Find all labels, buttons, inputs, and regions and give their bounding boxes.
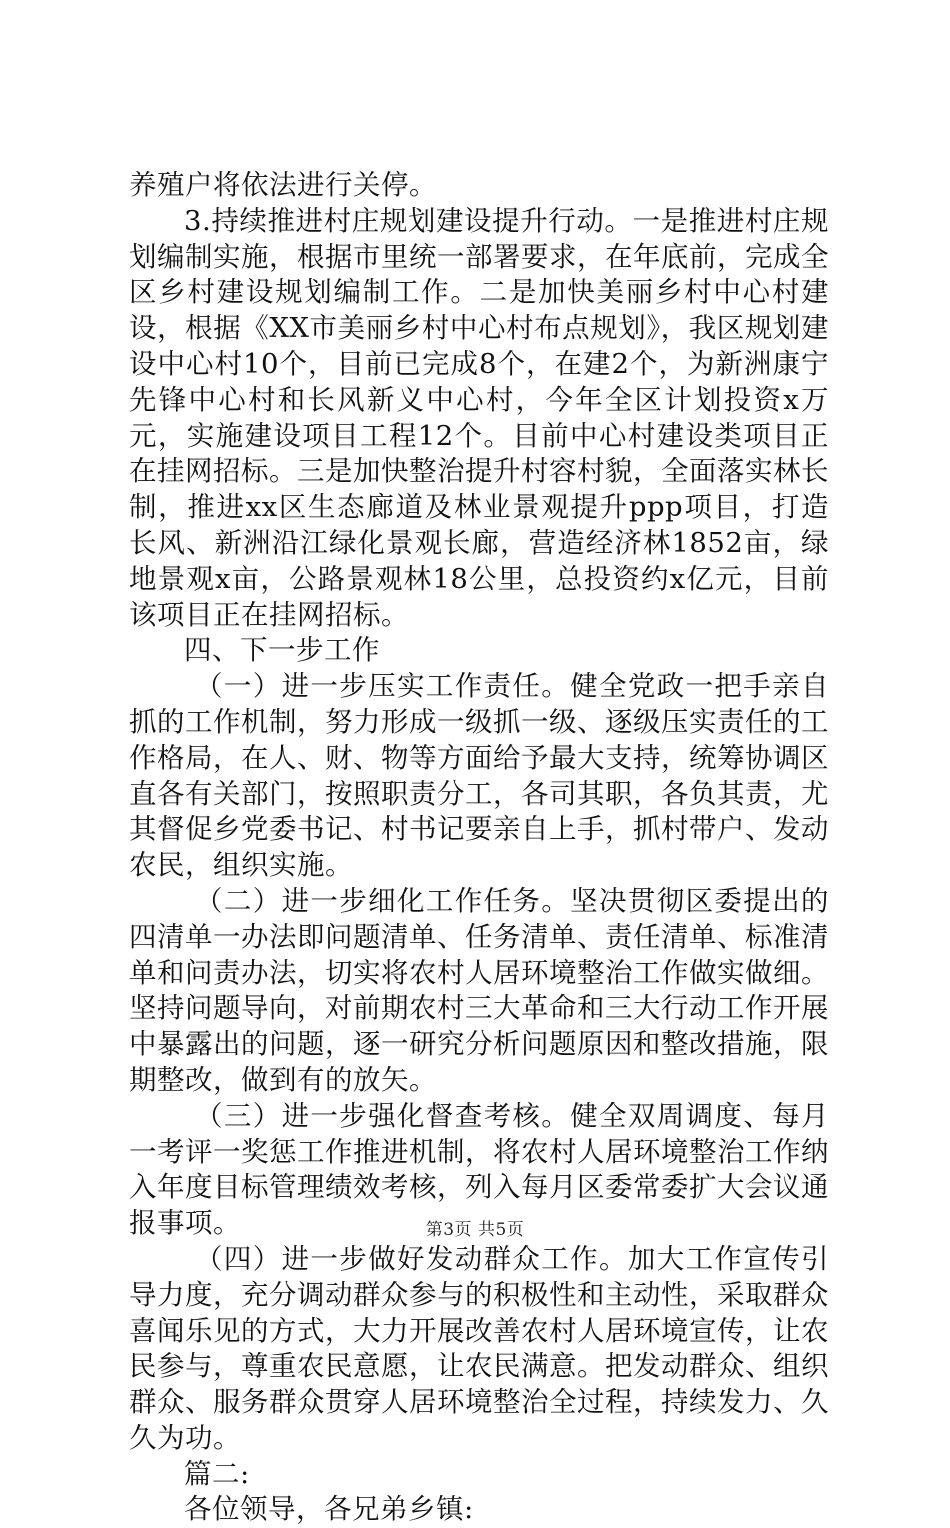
salutation: 各位领导，各兄弟乡镇: xyxy=(184,1493,474,1526)
paragraph-point-1: （一）进一步压实工作责任。健全党政一把手亲自抓的工作机制，努力形成一级抓一级、逐级压实责任的工作格局，在人、财、物等方面给予最大支持，统筹协调区直各有关部门，按照职责分工，各司其职，各负其责，尤其督促乡党委书记、村书记要亲自上手，抓村带户、发动农民，组织实施。 xyxy=(129,670,829,882)
paragraph-continuation: 养殖户将依法进行关停。 xyxy=(129,169,437,201)
page-number-footer: 第3页 共5页 xyxy=(425,1220,525,1240)
section-heading-part-two: 篇二: xyxy=(184,1457,250,1490)
paragraph-item-3: 3.持续推进村庄规划建设提升行动。一是推进村庄规划编制实施，根据市里统一部署要求，在年底前，完成全区乡村建设规划编制工作。二是加快美丽乡村中心村建设，根据《XX市美丽乡村中心村布点规划》，我区规划建设中心村10个，目前已完成8个，在建2个，为新洲康宁先锋中心村和长风新义中心村，今年全区计划投资x万元，实施建设项目工程12个。目前中心村建设类项目正在挂网招标。三是加快整治提升村容村貌，全面落实林长制，推进xx区生态廊道及林业景观提升ppp项目，打造长风、新洲沿江绿化景观长廊，营造经济林1852亩，绿地景观x亩，公路景观林18公里，总投资约x亿元，目前该项目正在挂网招标。 xyxy=(129,204,829,631)
paragraph-point-3: （三）进一步强化督查考核。健全双周调度、每月一考评一奖惩工作推进机制，将农村人居环境整治工作纳入年度目标管理绩效考核，列入每月区委常委扩大会议通报事项。 xyxy=(129,1099,829,1240)
paragraph-point-4: （四）进一步做好发动群众工作。加大工作宣传引导力度，充分调动群众参与的积极性和主动性，采取群众喜闻乐见的方式，大力开展改善农村人居环境宣传，让农民参与，尊重农民意愿，让农民满意。把发动群众、组织群众、服务群众贯穿人居环境整治全过程，持续发力、久久为功。 xyxy=(129,1242,829,1454)
section-heading-next-steps: 四、下一步工作 xyxy=(184,634,380,667)
paragraph-point-2: （二）进一步细化工作任务。坚决贯彻区委提出的四清单一办法即问题清单、任务清单、责任清单、标准清单和问责办法，切实将农村人居环境整治工作做实做细。坚持问题导向，对前期农村三大革命和三大行动工作开展中暴露出的问题，逐一研究分析问题原因和整改措施，限期整改，做到有的放矢。 xyxy=(129,884,829,1096)
document-body xyxy=(129,168,829,1528)
